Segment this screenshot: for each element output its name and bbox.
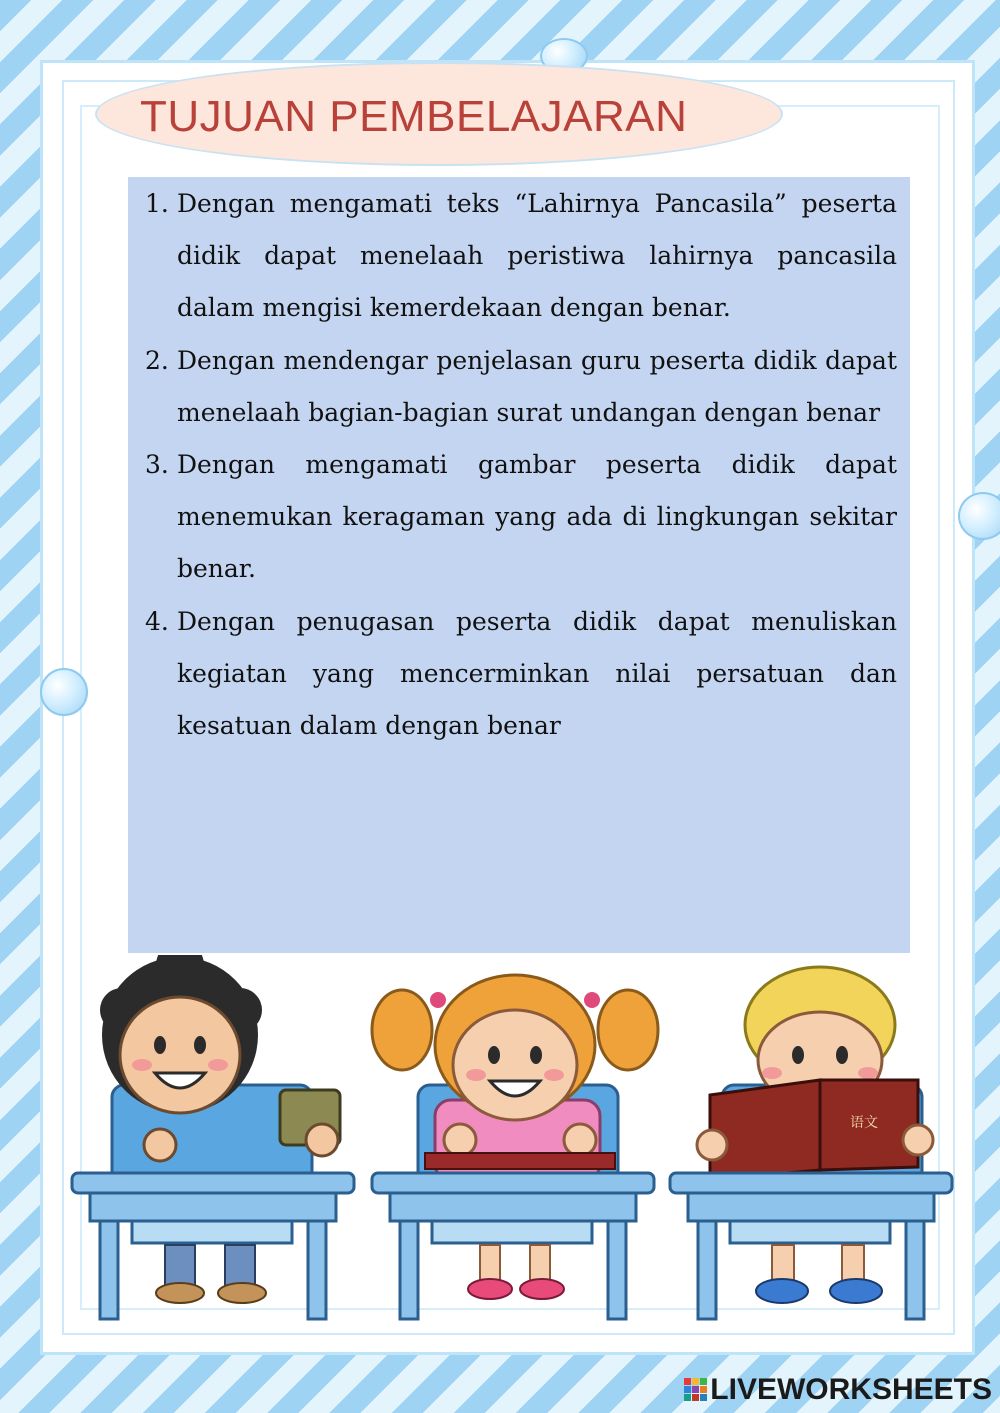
page-title: TUJUAN PEMBELAJARAN [140,92,688,141]
objective-number: 4. [145,606,169,636]
objective-item [145,335,897,439]
footer-watermark [684,1373,992,1407]
student-boy-curly-hair [100,955,340,1205]
objective-text: Dengan mengamati gambar peserta didik dapat menemukan keragaman yang ada di lingkungan sekitar benar. [177,450,897,584]
objective-text: Dengan mengamati teks “Lahirnya Pancasila” peserta didik dapat menelaah peristiwa lahirnya pancasila dalam mengisi kemerdekaan dengan benar. [177,189,897,323]
footer-brand: LIVEWORKSHEETS [710,1373,992,1406]
desk [670,1173,952,1319]
objective-text: Dengan penugasan peserta didik dapat menuliskan kegiatan yang mencerminkan nilai persatuan dan kesatuan dalam dengan benar [177,606,897,741]
objective-number: 1. [145,189,169,218]
student-girl-pigtails [372,975,658,1205]
objective-number: 2. [145,345,169,375]
decorative-bubble [40,668,88,716]
objectives-list [145,178,897,752]
desk [72,1173,354,1319]
objective-item [145,178,897,335]
objective-item [145,439,897,596]
book-title: 语文 [850,1115,878,1131]
desk [372,1173,654,1319]
student-boy-reading [697,967,933,1205]
objective-item [145,596,897,753]
students-at-desks-illustration [60,955,960,1325]
decorative-bubble [958,492,1000,540]
liveworksheets-logo-icon [684,1376,708,1404]
objective-number: 3. [145,450,169,480]
objective-text: Dengan mendengar penjelasan guru peserta didik dapat menelaah bagian-bagian surat undangan dengan benar [177,345,897,427]
